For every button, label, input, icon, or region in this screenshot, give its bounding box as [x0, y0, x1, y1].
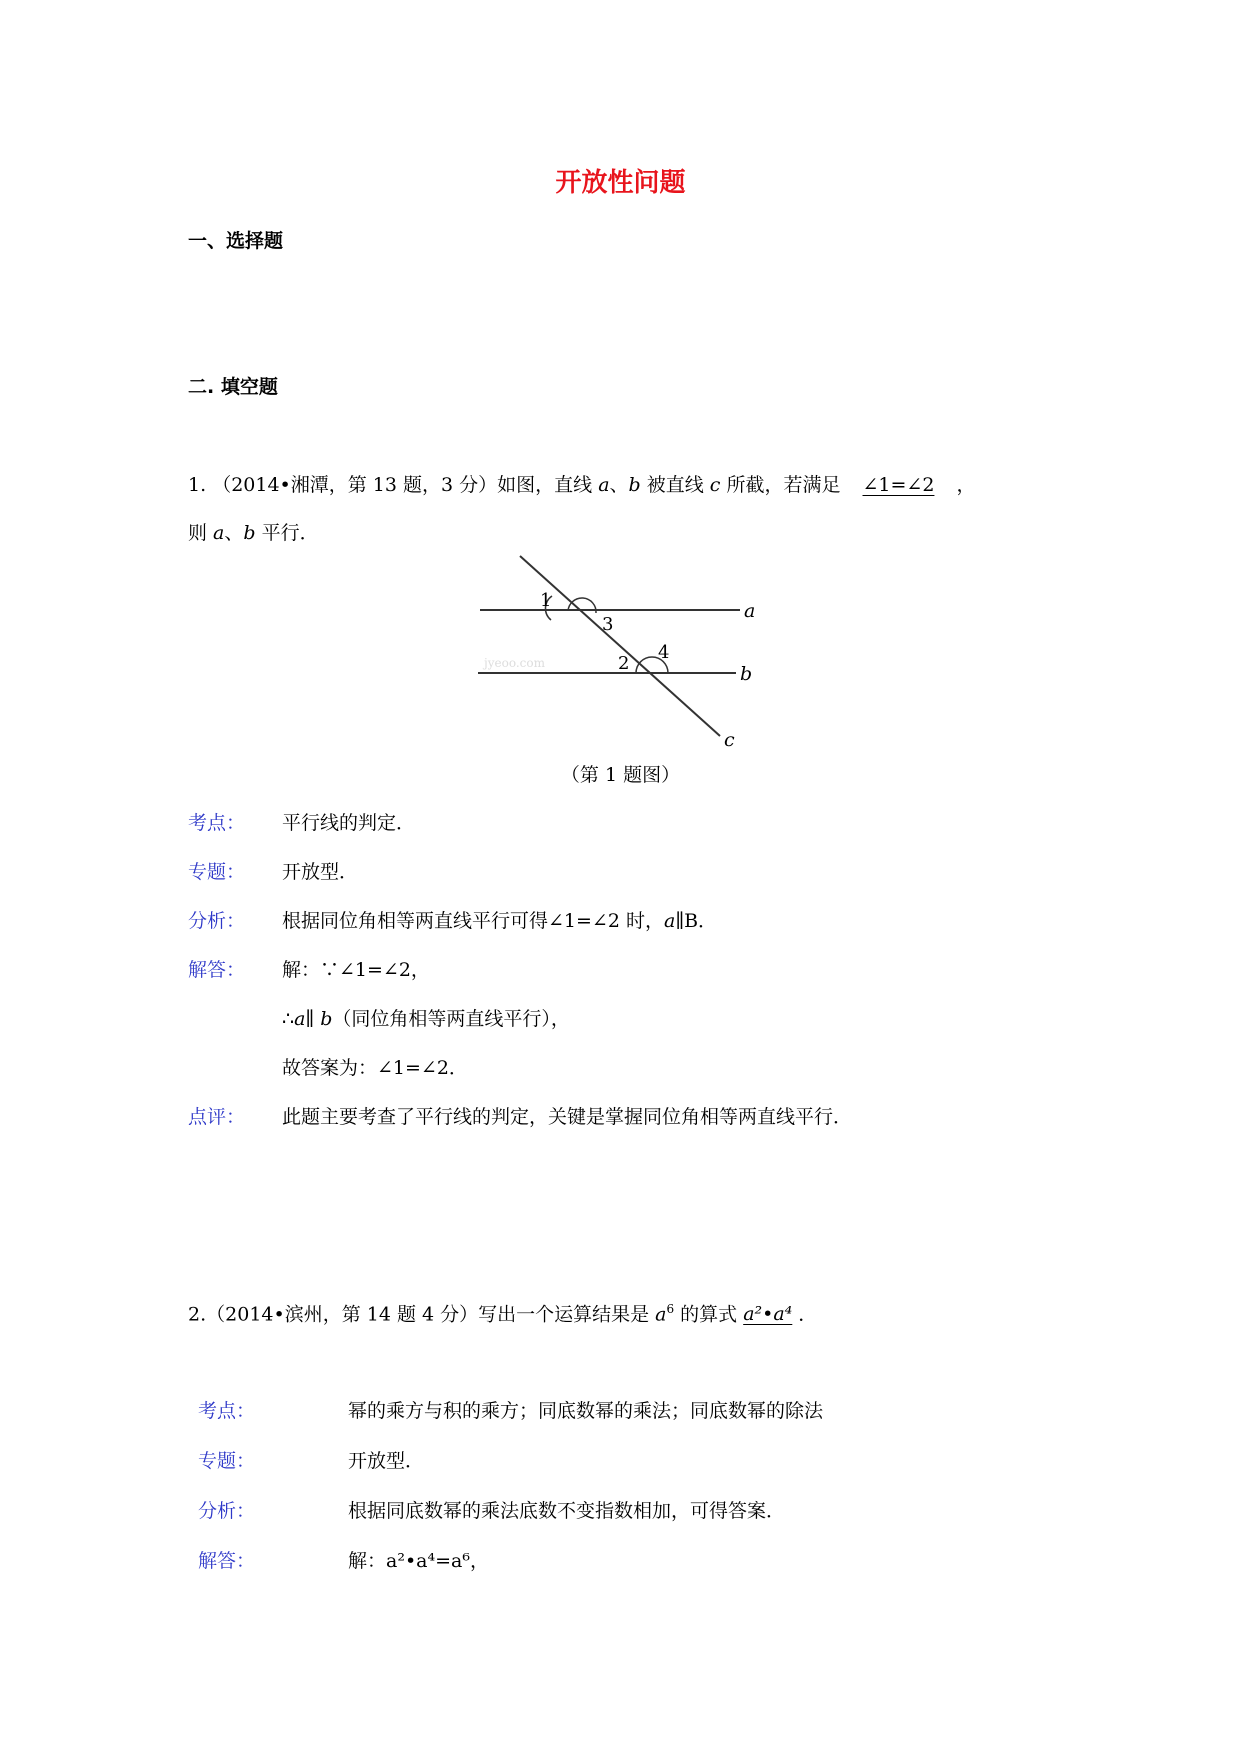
section-heading-choice: 一、选择题: [188, 230, 284, 252]
question-text: 所截，若满足: [720, 474, 841, 496]
label-angle-3: 3: [602, 614, 614, 635]
fenxi-text-part: 根据同位角相等两直线平行可得∠1=∠2 时，: [282, 910, 664, 932]
label-a: a: [744, 600, 756, 622]
zhuanti-text: 开放型．: [282, 861, 359, 883]
question-2-line-1: [188, 1296, 817, 1327]
kaodian-text: 幂的乘方与积的乘方；同底数幂的乘法；同底数幂的除法: [348, 1400, 824, 1422]
fenxi-text: [282, 906, 717, 933]
jieda-line-3: 故答案为：∠1=∠2．: [282, 1057, 468, 1079]
question-text: 写出一个运算结果是: [478, 1303, 656, 1326]
variable-b: b: [320, 1008, 333, 1030]
question-text: 、: [224, 522, 244, 544]
jieda-text-part: （同位角相等两直线平行），: [332, 1008, 570, 1030]
parallel-lines-figure: [470, 550, 780, 750]
question-text: 则: [188, 522, 214, 544]
line-c: [520, 556, 720, 736]
variable-c: c: [709, 474, 721, 496]
fenxi-label: 分析：: [198, 1500, 256, 1522]
jieda-label: 解答：: [198, 1550, 256, 1572]
zhuanti-label: 专题：: [198, 1450, 256, 1472]
question-text: 如图，直线: [497, 474, 599, 496]
jieda-text-part: ∴: [282, 1008, 295, 1030]
watermark: jyeoo.com: [484, 656, 545, 670]
label-angle-4: 4: [658, 642, 670, 663]
variable-a: a: [663, 910, 676, 932]
question-text: 被直线: [640, 474, 710, 496]
variable-a: a: [655, 1303, 667, 1326]
label-c: c: [724, 729, 735, 750]
question-1-line-2: [188, 520, 319, 546]
page-title: 开放性问题: [555, 168, 686, 198]
fenxi-text: 根据同底数幂的乘法底数不变指数相加，可得答案．: [348, 1500, 786, 1522]
question-text: 、: [609, 474, 629, 496]
label-angle-1: 1: [540, 590, 552, 611]
kaodian-text: 平行线的判定．: [282, 812, 416, 834]
answer-blank: a²•a⁴: [743, 1303, 793, 1326]
label-angle-2: 2: [618, 653, 630, 674]
kaodian-label: 考点：: [188, 812, 246, 834]
section-heading-fill: 二. 填空题: [188, 376, 278, 398]
kaodian-label: 考点：: [198, 1400, 256, 1422]
variable-a: a: [294, 1008, 306, 1030]
answer-blank: ∠1=∠2: [862, 474, 935, 496]
question-text: 的算式: [674, 1303, 738, 1326]
question-text: ．: [798, 1303, 818, 1326]
exponent: 6: [666, 1302, 675, 1316]
question-source: （2014•湘潭，第 13 题，3 分）: [212, 474, 498, 496]
variable-b: b: [628, 474, 641, 496]
jieda-text: 解：a²•a⁴=a⁶，: [348, 1550, 489, 1572]
zhuanti-text: 开放型．: [348, 1450, 425, 1472]
jieda-label: 解答：: [188, 959, 246, 981]
question-1-line-1: [188, 472, 975, 498]
jieda-line-2: [282, 1004, 570, 1031]
figure-caption: （第 1 题图）: [560, 764, 681, 786]
question-source: （2014•滨州，第 14 题 4 分）: [206, 1303, 479, 1326]
variable-b: b: [243, 522, 256, 544]
zhuanti-label: 专题：: [188, 861, 246, 883]
jieda-text-part: ∥: [305, 1008, 321, 1030]
question-text: 平行．: [255, 522, 319, 544]
fenxi-text-part: ∥B．: [675, 910, 718, 932]
question-number: 1.: [188, 474, 207, 496]
label-b: b: [740, 663, 753, 685]
variable-a: a: [213, 522, 225, 544]
question-text: ，: [956, 474, 976, 496]
fenxi-label: 分析：: [188, 910, 246, 932]
dianping-text: 此题主要考查了平行线的判定，关键是掌握同位角相等两直线平行．: [282, 1106, 853, 1128]
question-number: 2.: [188, 1303, 207, 1326]
variable-a: a: [598, 474, 610, 496]
dianping-label: 点评：: [188, 1106, 246, 1128]
jieda-line-1: 解：∵∠1=∠2，: [282, 959, 430, 981]
